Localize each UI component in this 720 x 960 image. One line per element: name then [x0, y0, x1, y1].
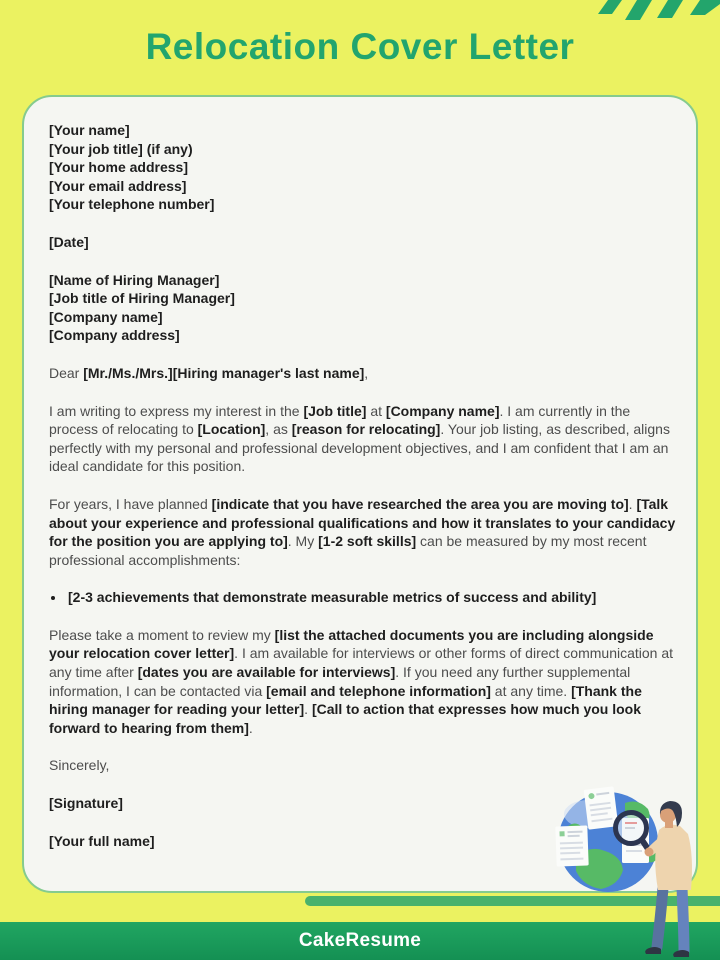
letter-text: I am writing to express my interest in the — [49, 402, 304, 419]
placeholder-text: [Thank the hiring manager for reading your letter] — [49, 682, 642, 718]
placeholder-text: [Date] — [49, 233, 89, 250]
letter-text: . — [628, 495, 637, 512]
placeholder-text: [Talk about your experience and professional qualifications and how it translates to your candidacy for the position you are applying to] — [49, 495, 676, 550]
placeholder-text: [Your full name] — [49, 832, 155, 849]
placeholder-text: [Mr./Ms./Mrs.][Hiring manager's last name] — [83, 364, 365, 381]
placeholder-text: [Company address] — [49, 327, 180, 344]
letter-text: Sincerely, — [49, 757, 110, 774]
letter-text: Dear — [49, 364, 84, 381]
letter-text: , — [364, 364, 369, 381]
relocation-illustration — [530, 760, 720, 960]
placeholder-text: [indicate that you have researched the area you are moving to] — [211, 495, 629, 512]
achievements-list — [49, 588, 682, 607]
placeholder-text: [dates you are available for interviews] — [137, 664, 396, 681]
placeholder-text: [Your telephone number] — [49, 196, 215, 213]
corner-stripes-icon — [595, 0, 720, 24]
placeholder-text: [Your name] — [49, 122, 130, 138]
placeholder-text: [Signature] — [49, 795, 123, 812]
placeholder-text: [Your email address] — [49, 177, 187, 194]
letter-text: at any time. — [490, 682, 572, 699]
letter-text: . If you need any further supplemental information, I can be contacted via — [49, 664, 631, 699]
letter-text: . I am currently in the process of relocating to — [49, 402, 631, 438]
letter-text: . — [248, 719, 253, 736]
salutation — [49, 364, 682, 383]
letter-body — [49, 121, 682, 850]
qualifications-paragraph — [49, 495, 682, 569]
placeholder-text: [list the attached documents you are including alongside your relocation cover letter] — [49, 626, 654, 662]
letter-text: . — [304, 701, 312, 718]
date-line — [49, 233, 682, 252]
placeholder-text: [2-3 achievements that demonstrate measurable metrics of success and ability] — [68, 589, 597, 606]
letter-text: at — [366, 402, 386, 419]
placeholder-text: [Job title of Hiring Manager] — [49, 290, 235, 307]
letter-text: For years, I have planned — [49, 495, 212, 512]
intro-paragraph — [49, 402, 682, 476]
letter-text: Please take a moment to review my — [49, 626, 275, 643]
letter-text: , as — [265, 421, 292, 438]
placeholder-text: [Job title] — [303, 402, 367, 419]
placeholder-text: [Name of Hiring Manager] — [49, 271, 220, 288]
page-title: Relocation Cover Letter — [145, 26, 575, 67]
placeholder-text: [1-2 soft skills] — [318, 533, 417, 550]
placeholder-text: [reason for relocating] — [291, 421, 441, 438]
brand-logo: CakeResume — [298, 930, 422, 951]
sender-info — [49, 121, 682, 214]
letter-text: . Your job listing, as described, aligns perfectly with my personal and professional development objectives, and I am confident that I am an ideal candidate for this position. — [49, 421, 670, 475]
recipient-info — [49, 271, 682, 345]
placeholder-text: [Location] — [197, 421, 266, 438]
placeholder-text: [Call to action that expresses how much you look forward to hearing from them] — [49, 701, 641, 736]
placeholder-text: [Your job title] (if any) — [49, 140, 193, 157]
letter-text: . I am available for interviews or other forms of direct communication at any time after — [49, 645, 674, 681]
letter-text: . My — [287, 533, 319, 550]
placeholder-text: [Company name] — [385, 402, 500, 419]
placeholder-text: [email and telephone information] — [266, 682, 491, 699]
closing-paragraph — [49, 626, 682, 738]
placeholder-text: [Company name] — [49, 308, 163, 325]
achievement-bullet-item — [66, 588, 682, 607]
placeholder-text: [Your home address] — [49, 159, 188, 176]
letter-text: can be measured by my most recent professional accomplishments: — [49, 533, 647, 568]
